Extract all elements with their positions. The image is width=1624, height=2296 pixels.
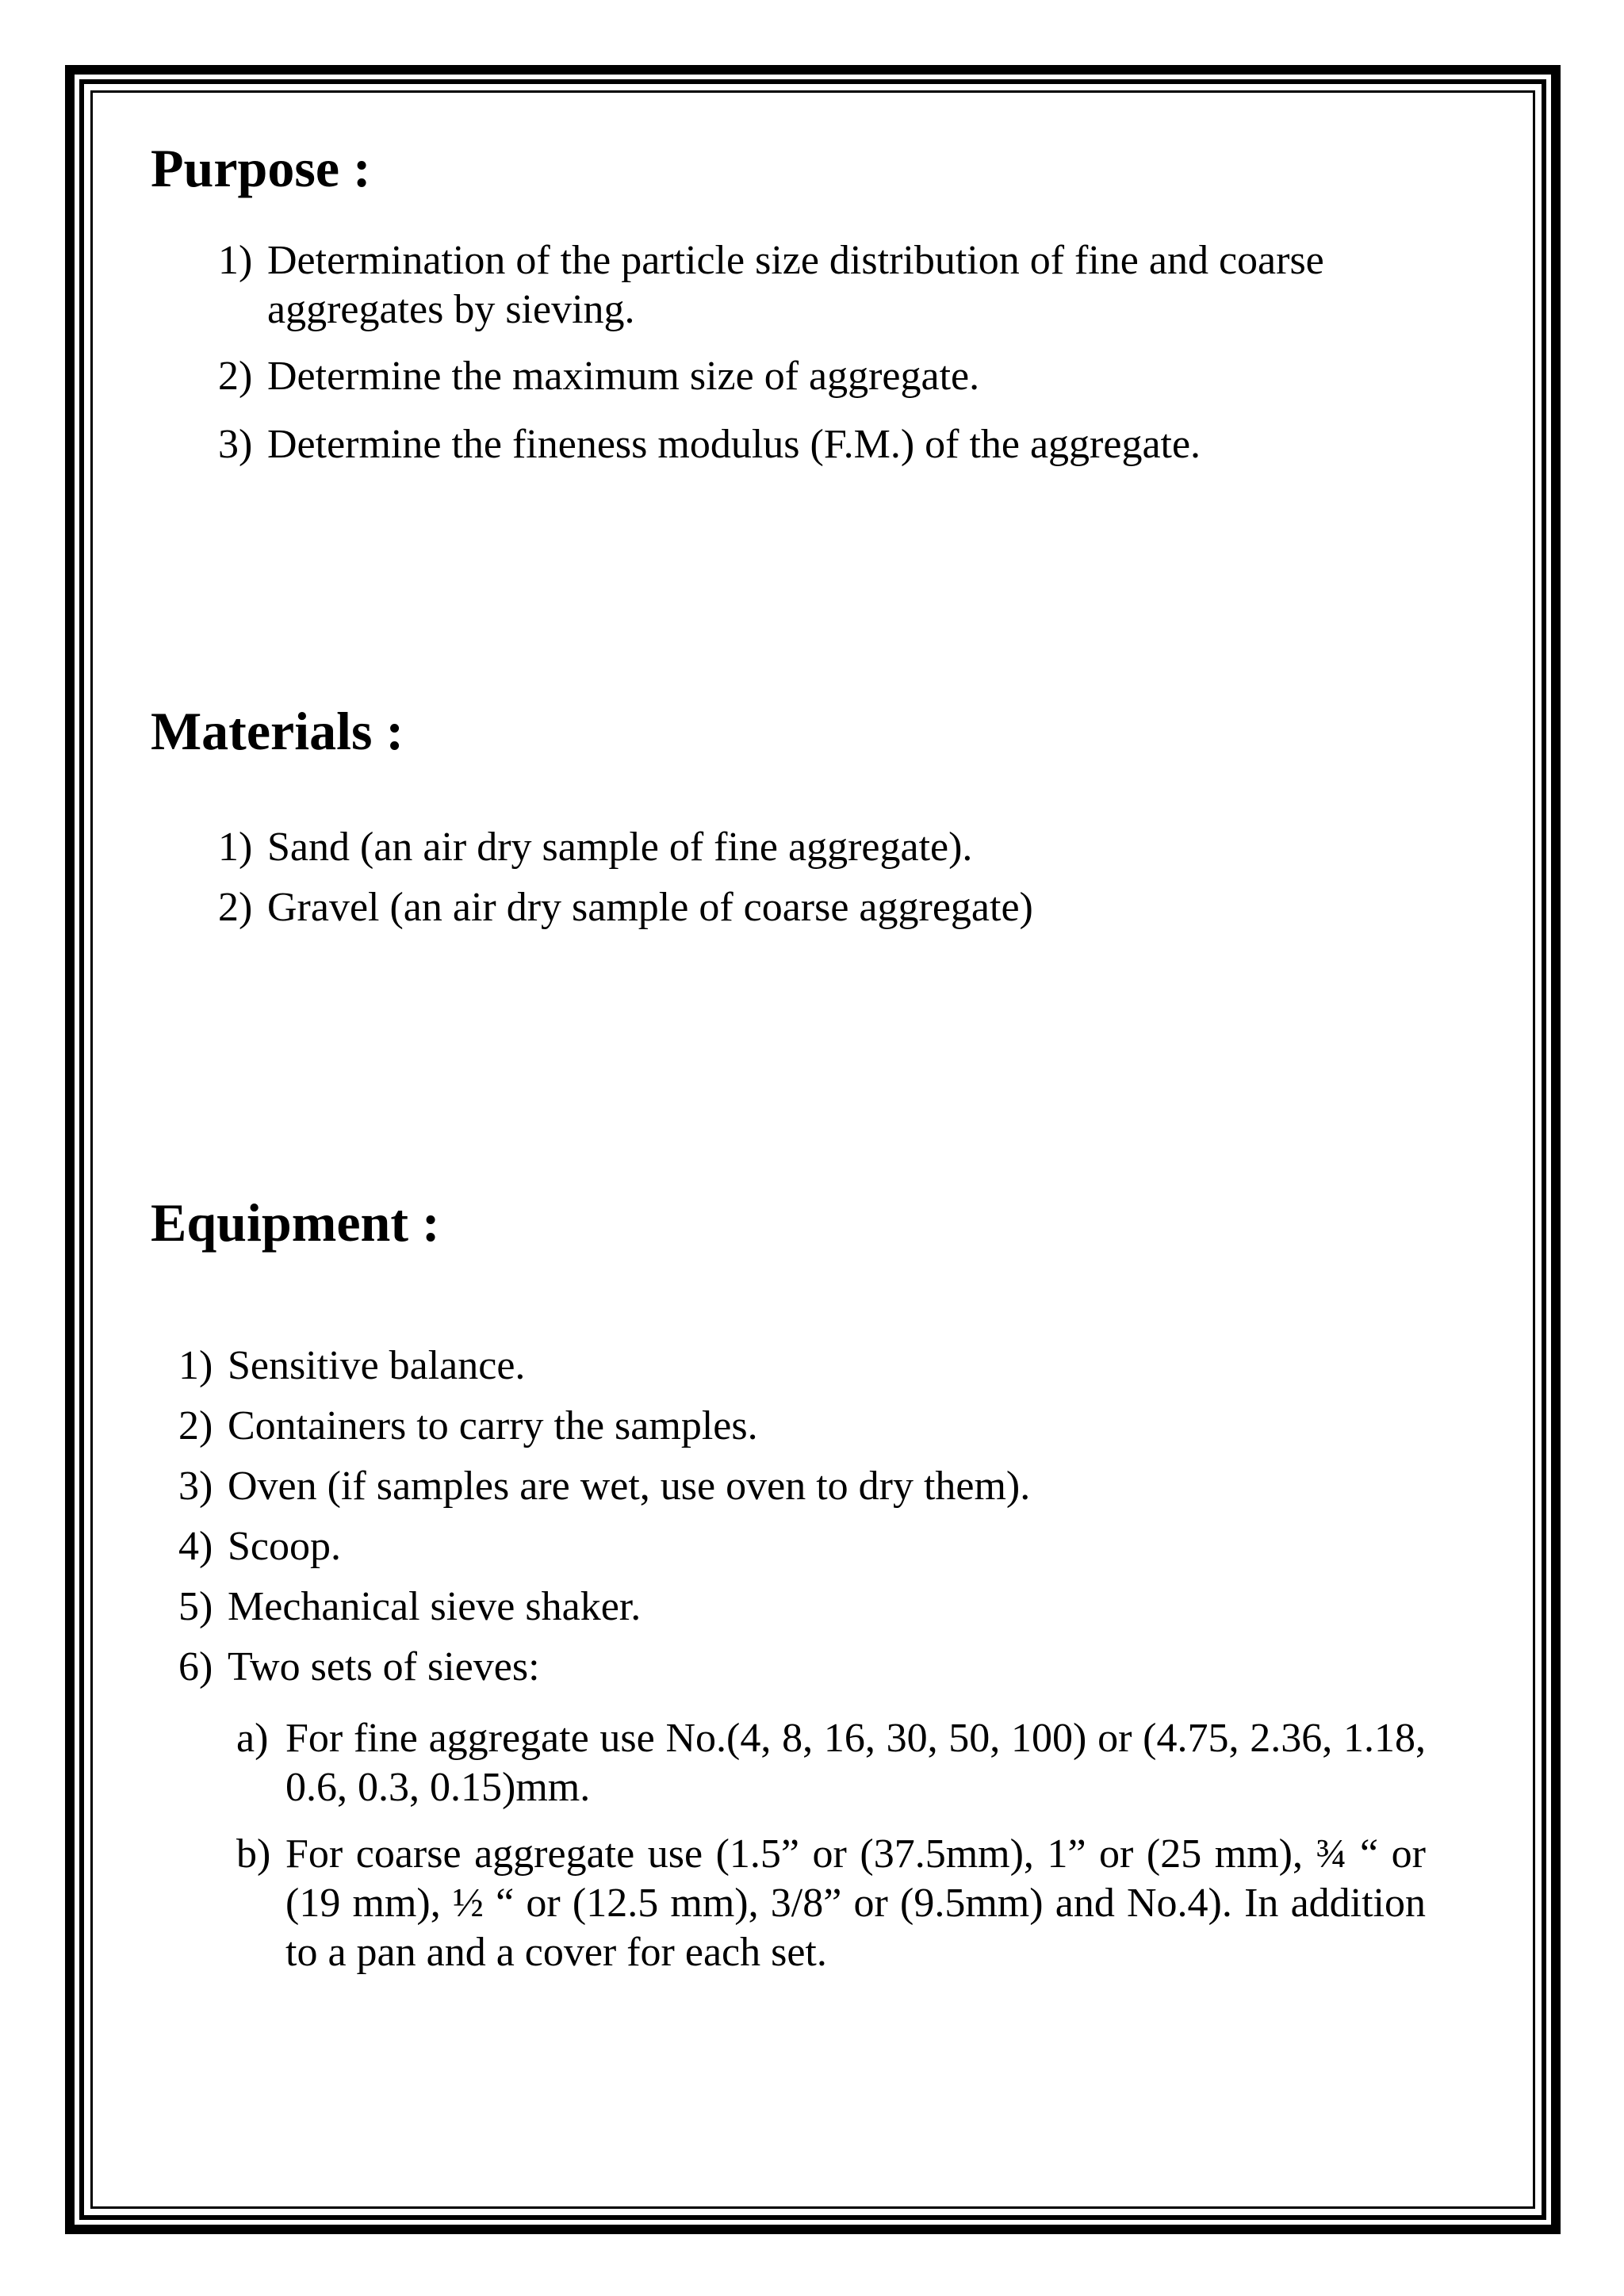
list-text: Sensitive balance. xyxy=(228,1343,526,1388)
purpose-item-2 xyxy=(218,352,1423,401)
list-number: 1) xyxy=(218,238,253,283)
equipment-item-4 xyxy=(178,1522,1423,1571)
purpose-item-1 xyxy=(218,236,1423,335)
list-number: 2) xyxy=(178,1403,213,1448)
equipment-list xyxy=(178,1341,1423,1692)
purpose-item-3 xyxy=(218,420,1423,469)
list-text: Mechanical sieve shaker. xyxy=(228,1584,642,1629)
list-text: Scoop. xyxy=(228,1524,341,1569)
list-text: For coarse aggregate use (1.5” or (37.5mm), 1” or (25 mm), ¾ “ or (19 mm), ½ “ or (12.5 mm), 3/8” or (9.5mm) and No.4). In addition to a pan and a cover for each set. xyxy=(285,1831,1426,1975)
purpose-heading: Purpose : xyxy=(151,138,371,198)
list-text: Oven (if samples are wet, use oven to dry them). xyxy=(228,1464,1031,1509)
list-text: Gravel (an air dry sample of coarse aggregate) xyxy=(267,885,1033,930)
list-text: Determination of the particle size distribution of fine and coarse aggregates by sieving. xyxy=(267,238,1324,332)
list-number: 3) xyxy=(178,1464,213,1509)
purpose-list xyxy=(218,236,1423,469)
materials-list xyxy=(218,823,1423,932)
list-text: Determine the maximum size of aggregate. xyxy=(267,354,980,399)
list-text: Containers to carry the samples. xyxy=(228,1403,758,1448)
equipment-item-3 xyxy=(178,1462,1423,1511)
list-number: 1) xyxy=(218,825,253,870)
list-text: Two sets of sieves: xyxy=(228,1644,540,1689)
equipment-item-6 xyxy=(178,1643,1423,1692)
equipment-item-2 xyxy=(178,1402,1423,1451)
materials-heading: Materials : xyxy=(151,701,404,761)
list-number: 2) xyxy=(218,354,253,399)
sieve-sets-list xyxy=(236,1714,1426,1977)
list-number: 1) xyxy=(178,1343,213,1388)
equipment-heading: Equipment : xyxy=(151,1192,440,1253)
list-text: Sand (an air dry sample of fine aggregate). xyxy=(267,825,973,870)
list-letter: b) xyxy=(236,1831,271,1877)
materials-item-1 xyxy=(218,823,1423,872)
sieve-set-fine xyxy=(236,1714,1426,1812)
equipment-item-1 xyxy=(178,1341,1423,1391)
sieve-set-coarse xyxy=(236,1830,1426,1977)
list-text: For fine aggregate use No.(4, 8, 16, 30, 50, 100) or (4.75, 2.36, 1.18, 0.6, 0.3, 0.15)mm. xyxy=(285,1716,1426,1810)
equipment-item-5 xyxy=(178,1582,1423,1632)
materials-item-2 xyxy=(218,883,1423,932)
list-number: 6) xyxy=(178,1644,213,1689)
list-number: 5) xyxy=(178,1584,213,1629)
list-number: 2) xyxy=(218,885,253,930)
list-number: 4) xyxy=(178,1524,213,1569)
list-text: Determine the fineness modulus (F.M.) of the aggregate. xyxy=(267,422,1201,467)
list-letter: a) xyxy=(236,1716,269,1761)
list-number: 3) xyxy=(218,422,253,467)
